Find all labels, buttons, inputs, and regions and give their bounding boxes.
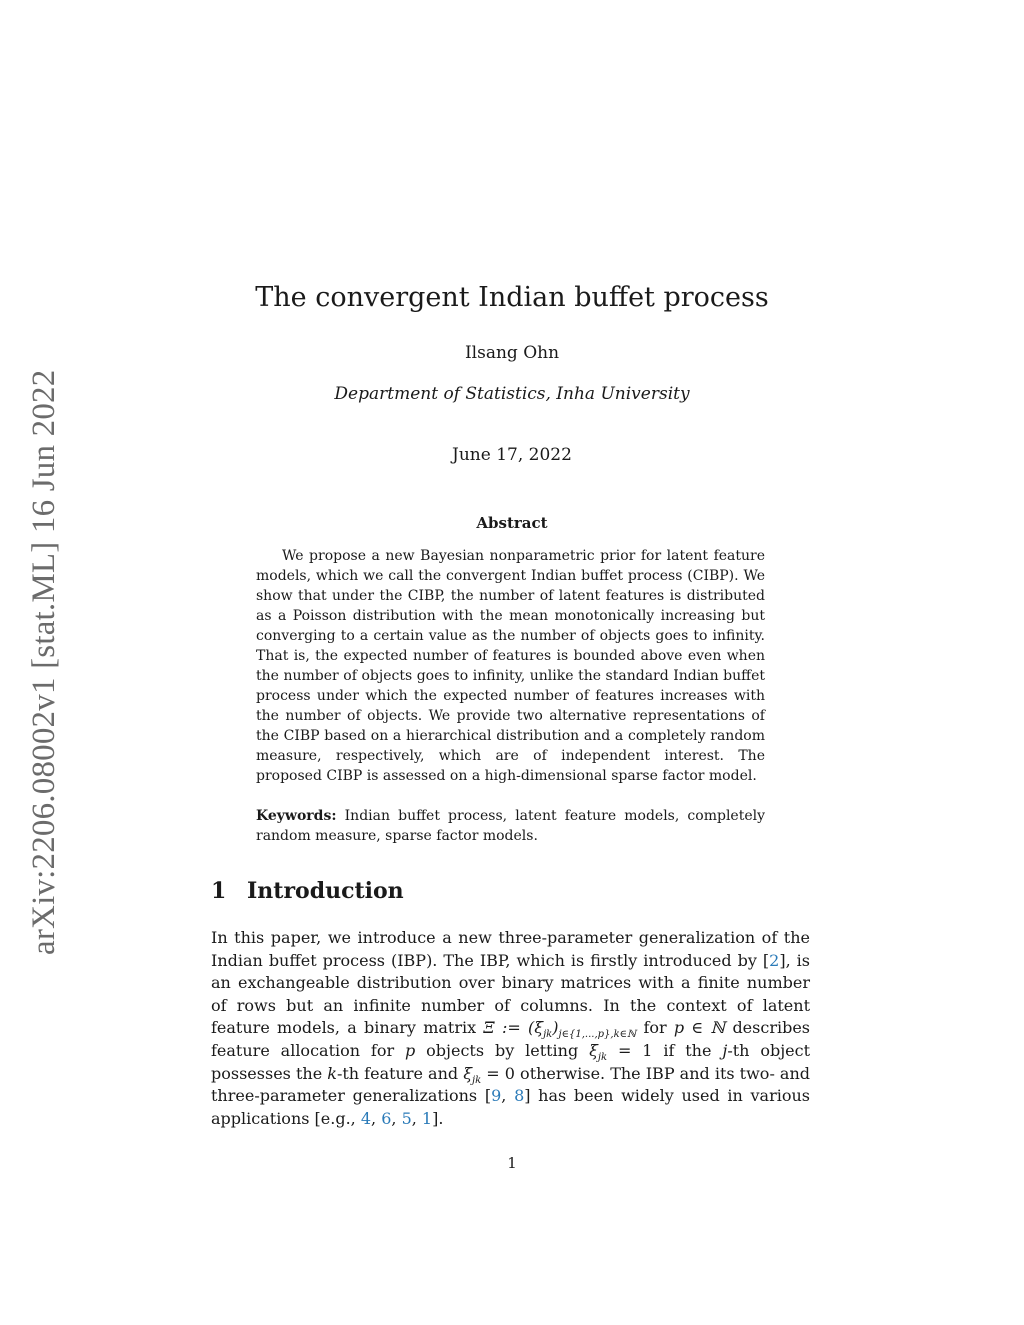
keywords-label: Keywords: [256,808,337,824]
intro-text-run: -th feature and [336,1063,464,1083]
abstract-heading: Abstract [476,514,548,532]
page-number: 1 [507,1154,517,1172]
math-k: k [327,1063,337,1083]
paper-title: The convergent Indian buffet process [255,282,769,313]
math-j: j [722,1040,728,1060]
math-run: ξ [463,1063,473,1083]
citation-link[interactable]: 6 [381,1108,392,1128]
citation-link[interactable]: 9 [491,1086,502,1106]
author-name: Ilsang Ohn [464,343,560,363]
abstract-body [256,546,765,786]
intro-text-run: , [391,1108,402,1128]
math-matrix-def [483,1018,637,1041]
intro-text-run: objects by letting [415,1040,590,1060]
arxiv-stamp: arXiv:2206.08002v1 [stat.ML] 16 Jun 2022 [26,369,62,955]
citation-link[interactable]: 8 [514,1086,525,1106]
math-run: ξ [589,1040,598,1060]
math-subscript: jk [597,1052,608,1064]
paper-date: June 17, 2022 [452,445,572,465]
citation-link[interactable]: 1 [421,1108,433,1128]
intro-text-run: ], is an exchangeable distribution over binary matrices with a finite number of rows but an infinite number of columns. In the context of latent feature models, a binary matrix [211,950,810,1038]
math-run: ) [552,1018,559,1038]
citation-link[interactable]: 2 [769,950,780,970]
citation-link[interactable]: 4 [360,1108,372,1128]
intro-text-run: -th object possesses the [211,1040,811,1083]
keywords-text: Indian buffet process, latent feature models, completely random measure, sparse factor models. [256,808,766,844]
math-subscript: jk [543,1029,553,1041]
section-heading [211,878,404,904]
affiliation: Department of Statistics, Inha University [334,384,690,404]
intro-text-run: ]. [432,1108,444,1128]
intro-text [211,927,810,1130]
math-xi-one [589,1040,653,1064]
math-run: = 1 [607,1040,653,1060]
math-subscript: j∈{1,...,p},k∈ℕ [558,1029,637,1041]
math-xi-zero [463,1063,515,1086]
intro-text-run: describes feature allocation for [211,1018,811,1060]
section-title: Introduction [247,878,404,904]
intro-text-run: if the [652,1040,723,1060]
intro-text-run: , [371,1108,382,1128]
intro-paragraph [211,927,810,1130]
intro-text-run: otherwise. The IBP and its two- and three-parameter generalizations [ [211,1063,811,1106]
math-p: p [405,1040,416,1060]
math-p-in-n: p ∈ ℕ [673,1018,726,1038]
intro-text-run: , [411,1108,422,1128]
section-number: 1 [211,878,227,904]
intro-text-run: ] has been widely used in various applications [e.g., [211,1086,811,1128]
abstract-text: We propose a new Bayesian nonparametric prior for latent feature models, which we call the convergent Indian buffet process (CIBP). We show that under the CIBP, the number of latent features is distributed as a Poisson distribution with the mean monotonically increasing but converging to a certain value as the number of objects goes to infinity. That is, the expected number of features is bounded above even when the number of objects goes to infinity, unlike the standard Indian buffet process under which the expected number of features increases with the number of objects. We provide two alternative representations of the CIBP based on a hierarchical distribution and a completely random measure, respectively, which are of independent interest. The proposed CIBP is assessed on a high-dimensional sparse factor model. [256,548,765,784]
math-run: Ξ := (ξ [483,1018,544,1038]
math-subscript: jk [472,1074,482,1086]
keywords [256,806,765,846]
intro-text-run: for [636,1018,674,1038]
intro-text-run: In this paper, we introduce a new three-parameter generalization of the Indian buffet process (IBP). The IBP, which is firstly introduced by [ [211,928,810,970]
math-run: = 0 [481,1063,515,1083]
citation-link[interactable]: 5 [401,1108,412,1128]
intro-text-run: , [501,1086,515,1106]
